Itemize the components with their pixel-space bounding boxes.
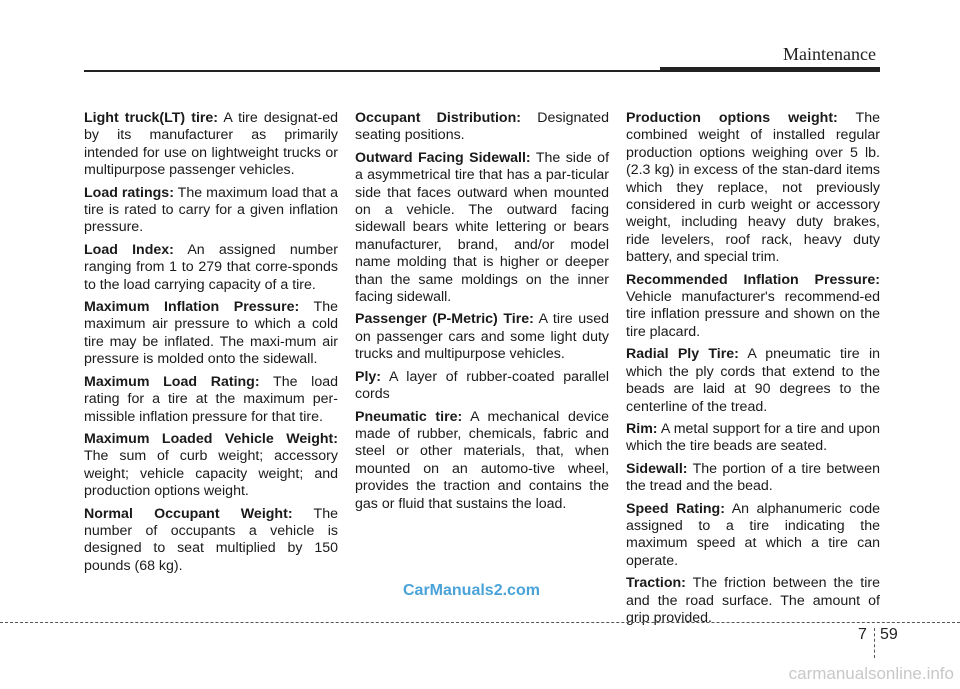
definition-text: The side of a asymmetrical tire that has a par-ticular side that faces outward when mounted on a vehicle. The outward facing sidewall bears white lettering or bears manufacturer, brand, and/or model name molding that is higher or deeper than the same moldings on the inner facing sidewall. [355, 149, 610, 306]
definition-term: Load Index: [84, 241, 174, 258]
definition-entry [84, 110, 338, 180]
definition-text: A mechanical device made of rubber, chemicals, fabric and steel or other materials, that, when mounted on an automo-tive wheel, provides the traction and contains the gas or fluid that sustains the load. [355, 408, 609, 512]
definition-term: Radial Ply Tire: [626, 346, 739, 363]
definition-entry [84, 242, 338, 294]
definition-text: The combined weight of installed regular production options weighing over 5 lb. (2.3 kg) in excess of the stan-dard items which they replace, not previously considered in curb weight or accessory weight, including heavy duty brakes, ride levelers, roof rack, heavy duty battery, and special trim. [626, 110, 880, 266]
definition-text: The number of occupants a vehicle is designed to seat multiplied by 150 pounds (68 kg). [84, 505, 338, 574]
definition-text: The maximum load that a tire is rated to carry for a given inflation pressure. [84, 184, 338, 236]
definition-entry [626, 272, 880, 342]
text-column-1 [84, 110, 338, 580]
definition-text: Vehicle manufacturer's recommend-ed tire inflation pressure and shown on the tire placard. [626, 289, 880, 340]
definition-term: Passenger (P-Metric) Tire: [355, 311, 534, 328]
definition-term: Occupant Distribution: [355, 110, 521, 126]
definition-entry [355, 311, 609, 363]
definition-term: Outward Facing Sidewall: [355, 149, 531, 166]
header-rule-accent [660, 67, 880, 72]
definition-entry [84, 299, 338, 369]
definition-text: Designated seating positions. [355, 110, 609, 144]
definition-term: Production options weight: [626, 110, 838, 126]
definition-entry [626, 501, 880, 571]
definition-entry [626, 421, 880, 456]
definition-term: Sidewall: [626, 460, 688, 477]
definition-text: The sum of curb weight; accessory weight; vehicle capacity weight; and production options weight. [84, 448, 338, 500]
definition-text: A tire designat-ed by its manufacturer as primarily intended for use on lightweight trucks or multipurpose passenger vehicles. [84, 110, 338, 179]
definition-term: Rim: [626, 420, 658, 437]
definition-term: Maximum Loaded Vehicle Weight: [84, 430, 338, 447]
definition-entry [626, 461, 880, 496]
definition-entry [626, 575, 880, 627]
footer-watermark: carmanualsonline.info [788, 664, 954, 683]
text-column-2 [355, 110, 609, 518]
definition-term: Ply: [355, 368, 382, 385]
definition-entry [84, 185, 338, 237]
footer-rule [0, 622, 960, 623]
definition-text: A pneumatic tire in which the ply cords that extend to the beads are laid at 90 degrees to the centerline of the tread. [626, 346, 880, 415]
definition-text: An alphanumeric code assigned to a tire indicating the maximum speed at which a tire can operate. [626, 500, 880, 569]
definition-text: The maximum air pressure to which a cold tire may be inflated. The maxi-mum air pressure is molded onto the sidewall. [84, 299, 338, 368]
watermark-logo: CarManuals2.com [403, 582, 540, 599]
definition-entry [355, 369, 609, 404]
definition-term: Speed Rating: [626, 500, 725, 517]
definition-text: The portion of a tire between the tread and the bead. [626, 460, 881, 495]
definition-entry [626, 110, 880, 267]
definition-text: An assigned number ranging from 1 to 279 that corre-sponds to the load carrying capacity of a tire. [84, 241, 338, 293]
definition-text: A tire used on passenger cars and some light duty trucks and multipurpose vehicles. [355, 311, 609, 363]
definition-text: The friction between the tire and the road surface. The amount of grip provided. [626, 575, 880, 626]
chapter-number: 7 [858, 626, 867, 643]
definition-term: Recommended Inflation Pressure: [626, 271, 880, 288]
definition-term: Pneumatic tire: [355, 408, 463, 425]
definition-term: Traction: [626, 575, 686, 592]
page-number-divider [874, 628, 875, 658]
definition-term: Maximum Inflation Pressure: [84, 299, 300, 316]
definition-entry [84, 431, 338, 501]
page-number: 59 [880, 626, 898, 643]
header-rule [84, 70, 660, 72]
definition-entry [84, 506, 338, 576]
definition-text: A layer of rubber-coated parallel cords [355, 368, 609, 403]
definition-term: Load ratings: [84, 184, 174, 201]
section-title: Maintenance [783, 44, 876, 64]
text-column-3 [626, 110, 880, 632]
definition-entry [626, 346, 880, 416]
definition-entry [355, 150, 609, 307]
definition-term: Normal Occupant Weight: [84, 505, 293, 522]
definition-entry [355, 110, 609, 145]
definition-text: The load rating for a tire at the maximum per-missible inflation pressure for that tire. [84, 373, 338, 425]
definition-text: A metal support for a tire and upon which the tire beads are seated. [626, 420, 880, 455]
definition-term: Light truck(LT) tire: [84, 110, 219, 126]
definition-entry [355, 409, 609, 513]
definition-term: Maximum Load Rating: [84, 373, 260, 390]
definition-entry [84, 374, 338, 426]
